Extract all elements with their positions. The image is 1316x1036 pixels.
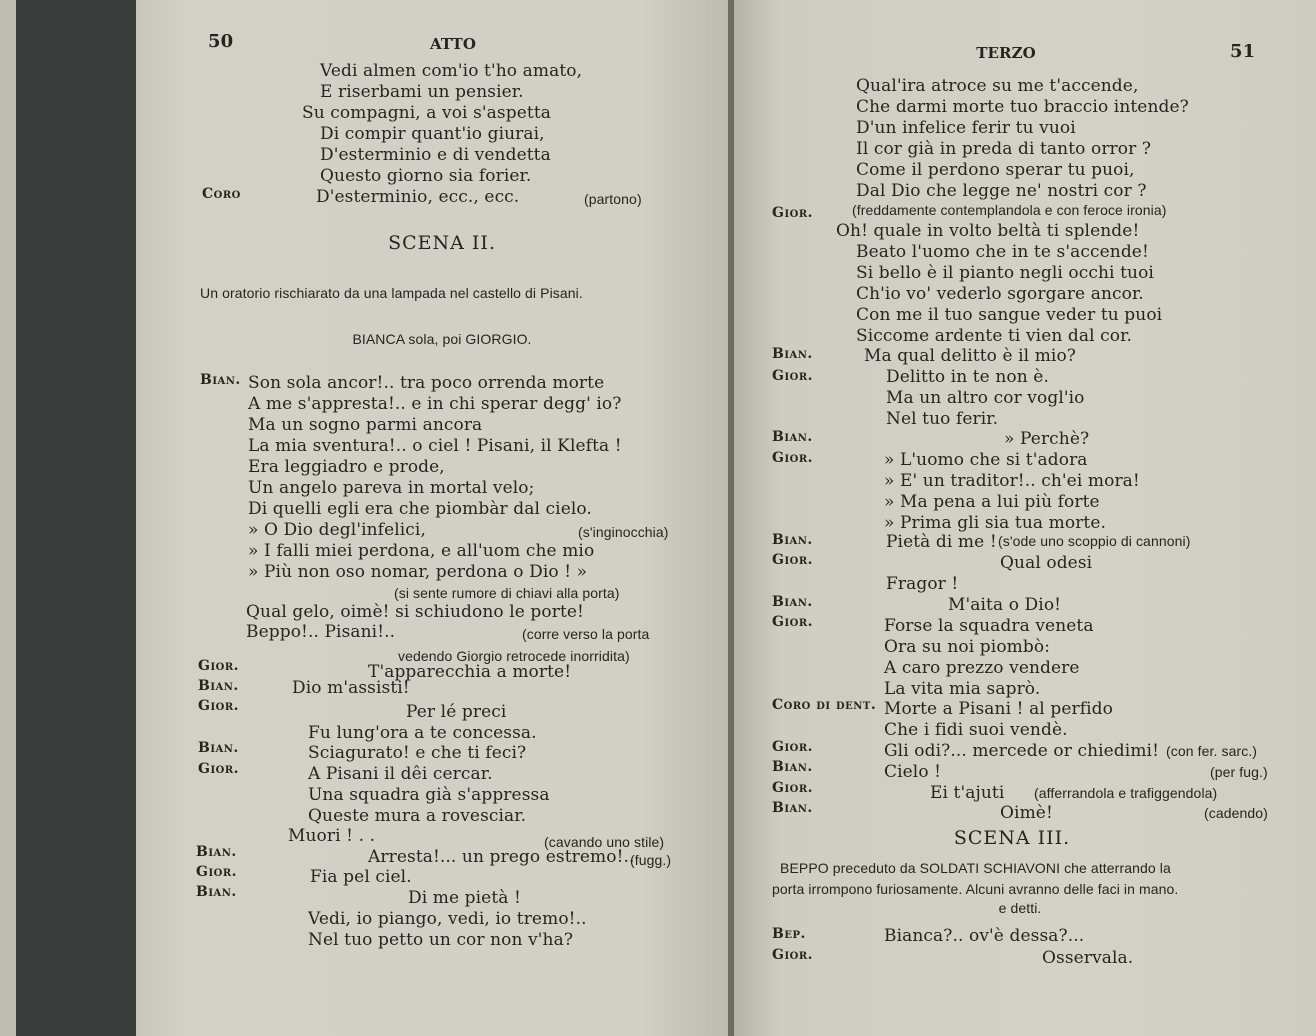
verse-line: Il cor già in preda di tanto orror ? [856,139,1152,159]
verse-line: Con me il tuo sangue veder tu puoi [856,305,1163,325]
page-number: 51 [1230,41,1256,62]
verse-line: Ma un sogno parmi ancora [248,415,483,435]
speaker-label: Gior. [772,368,814,384]
verse-line: E riserbami un pensier. [320,82,524,102]
speaker-label: Bian. [198,678,239,694]
verse-line: M'aita o Dio! [948,595,1062,615]
background [16,0,136,1036]
verse-line: Morte a Pisani ! al perfido [884,699,1113,719]
verse-line: Su compagni, a voi s'aspetta [302,103,551,123]
stage-direction: (si sente rumore di chiavi alla porta) [394,585,620,601]
stage-direction: vedendo Giorgio retrocede inorridita) [398,648,630,664]
stage-direction: (freddamente contemplandola e con feroce ironia) [852,202,1167,218]
verse-line: Nel tuo petto un cor non v'ha? [308,930,574,950]
verse-line: Si bello è il pianto negli occhi tuoi [856,263,1154,283]
verse-line: Ma un altro cor vogl'io [886,388,1085,408]
verse-line: Dio m'assisti! [292,678,410,698]
verse-line: » O Dio degl'infelici, [248,520,426,540]
verse-line: Cielo ! [884,762,942,782]
verse-line: A me s'appresta!.. e in chi sperar degg' io? [248,394,622,414]
speaker-label: Bian. [772,346,813,362]
speaker-label: Bian. [772,759,813,775]
setting-description: Un oratorio rischiarato da una lampada nel castello di Pisani. [200,285,583,301]
verse-line: Per lé preci [406,702,507,722]
verse-line: D'esterminio, ecc., ecc. [316,187,520,207]
speaker-label: Bian. [772,594,813,610]
verse-line: Bianca?.. ov'è dessa?... [884,926,1085,946]
verse-line: Sciagurato! e che ti feci? [308,743,527,763]
verse-line: Nel tuo ferir. [886,409,999,429]
verse-line: Ora su noi piombò: [884,637,1051,657]
verse-line: Beato l'uomo che in te s'accende! [856,242,1149,262]
verse-line: Muori ! . . [288,826,376,846]
verse-line: » Più non oso nomar, perdona o Dio ! » [248,562,588,582]
verse-line: » I falli miei perdona, e all'uom che mio [248,541,595,561]
speaker-label: Gior. [772,947,814,963]
stage-direction: (afferrandola e trafiggendola) [1034,785,1218,801]
verse-line: Era leggiadro e prode, [248,457,445,477]
stage-direction: (cadendo) [1204,805,1268,821]
verse-line: Pietà di me ! [886,532,997,552]
verse-line: A caro prezzo vendere [884,658,1080,678]
speaker-label: Bian. [772,429,813,445]
verse-line: Son sola ancor!.. tra poco orrenda morte [248,373,605,393]
verse-line: Che darmi morte tuo braccio intende? [856,97,1189,117]
stage-direction: (cavando uno stile) [544,834,665,850]
verse-line: Vedi, io piango, vedi, io tremo!.. [308,909,587,929]
verse-line: » Perchè? [1004,429,1090,449]
running-head: ATTO [429,35,477,53]
speaker-label: Gior. [198,698,240,714]
speaker-label: Gior. [772,450,814,466]
verse-line: Dal Dio che legge ne' nostri cor ? [856,181,1147,201]
verse-line: » Ma pena a lui più forte [884,492,1100,512]
verse-line: Fia pel ciel. [310,867,412,887]
characters-line: BIANCA sola, poi GIORGIO. [352,331,532,347]
stage-note: porta irrompono furiosamente. Alcuni avranno delle faci in mano. [772,881,1179,897]
speaker-label: Gior. [772,614,814,630]
verse-line: Ch'io vo' vederlo sgorgare ancor. [856,284,1144,304]
verse-line: Siccome ardente ti vien dal cor. [856,326,1132,346]
speaker-label: Coro di dent. [772,697,877,713]
verse-line: D'esterminio e di vendetta [320,145,551,165]
stage-direction: (fugg.) [630,852,672,868]
verse-line: Vedi almen com'io t'ho amato, [320,61,583,81]
stage-note: e detti. [998,900,1042,916]
verse-line: Gli odi?... mercede or chiedimi! [884,741,1160,761]
book-edge [0,0,16,1036]
verse-line: Ei t'ajuti [930,783,1005,803]
verse-line: Una squadra già s'appressa [308,785,550,805]
right-page [734,0,1316,1036]
left-page [136,0,728,1036]
verse-line: La mia sventura!.. o ciel ! Pisani, il Klefta ! [248,436,622,456]
speaker-label: Gior. [772,552,814,568]
speaker-label: Gior. [196,864,238,880]
speaker-label: Gior. [198,761,240,777]
verse-line: T'apparecchia a morte! [368,662,572,682]
verse-line: Che i fidi suoi vendè. [884,720,1068,740]
speaker-label: Gior. [772,739,814,755]
verse-line: Arresta!... un prego estremo!.. [368,847,635,867]
speaker-label: Gior. [772,780,814,796]
speaker-label: Bian. [772,532,813,548]
verse-line: Fu lung'ora a te concessa. [308,723,537,743]
page-number: 50 [208,31,234,52]
speaker-label: Bian. [196,884,237,900]
stage-direction: (per fug.) [1210,764,1268,780]
speaker-label: Bian. [200,372,241,388]
verse-line: Questo giorno sia forier. [320,166,532,186]
verse-line: » L'uomo che si t'adora [884,450,1088,470]
stage-direction: (con fer. sarc.) [1166,743,1258,759]
verse-line: Ma qual delitto è il mio? [864,346,1077,366]
verse-line: A Pisani il dêi cercar. [308,764,493,784]
stage-direction: (s'ode uno scoppio di cannoni) [998,533,1191,549]
verse-line: Delitto in te non è. [886,367,1049,387]
verse-line: Di compir quant'io giurai, [320,124,545,144]
verse-line: » Prima gli sia tua morte. [884,513,1107,533]
stage-direction: (corre verso la porta [522,626,650,642]
verse-line: Oh! quale in volto beltà ti splende! [836,221,1140,241]
scene-heading: SCENA II. [388,232,496,254]
verse-line: Oimè! [1000,803,1053,823]
verse-line: Queste mura a rovesciar. [308,806,527,826]
verse-line: Qual gelo, oimè! si schiudono le porte! [246,602,584,622]
stage-direction: (partono) [584,191,642,207]
stage-note: BEPPO preceduto da SOLDATI SCHIAVONI che atterrando la [780,860,1171,876]
running-head: TERZO [976,44,1036,62]
verse-line: Qual'ira atroce su me t'accende, [856,76,1139,96]
speaker-label: Bian. [196,844,237,860]
speaker-label: Bian. [198,740,239,756]
verse-line: Forse la squadra veneta [884,616,1094,636]
verse-line: Un angelo pareva in mortal velo; [248,478,535,498]
verse-line: D'un infelice ferir tu vuoi [856,118,1076,138]
verse-line: Qual odesi [1000,553,1093,573]
speaker-label: Bian. [772,800,813,816]
speaker-label: Gior. [198,658,240,674]
speaker-label: Bep. [772,926,806,942]
verse-line: La vita mia saprò. [884,679,1041,699]
speaker-label: Coro [202,186,241,202]
verse-line: Come il perdono sperar tu puoi, [856,160,1135,180]
stage-direction: (s'inginocchia) [578,524,669,540]
verse-line: Osservala. [1042,948,1134,968]
verse-line: Beppo!.. Pisani!.. [246,622,396,642]
speaker-label: Gior. [772,205,814,221]
scene-heading: SCENA III. [953,827,1071,849]
verse-line: Di quelli egli era che piombàr dal cielo. [248,499,592,519]
verse-line: » E' un traditor!.. ch'ei mora! [884,471,1140,491]
verse-line: Fragor ! [886,574,959,594]
verse-line: Di me pietà ! [408,888,521,908]
